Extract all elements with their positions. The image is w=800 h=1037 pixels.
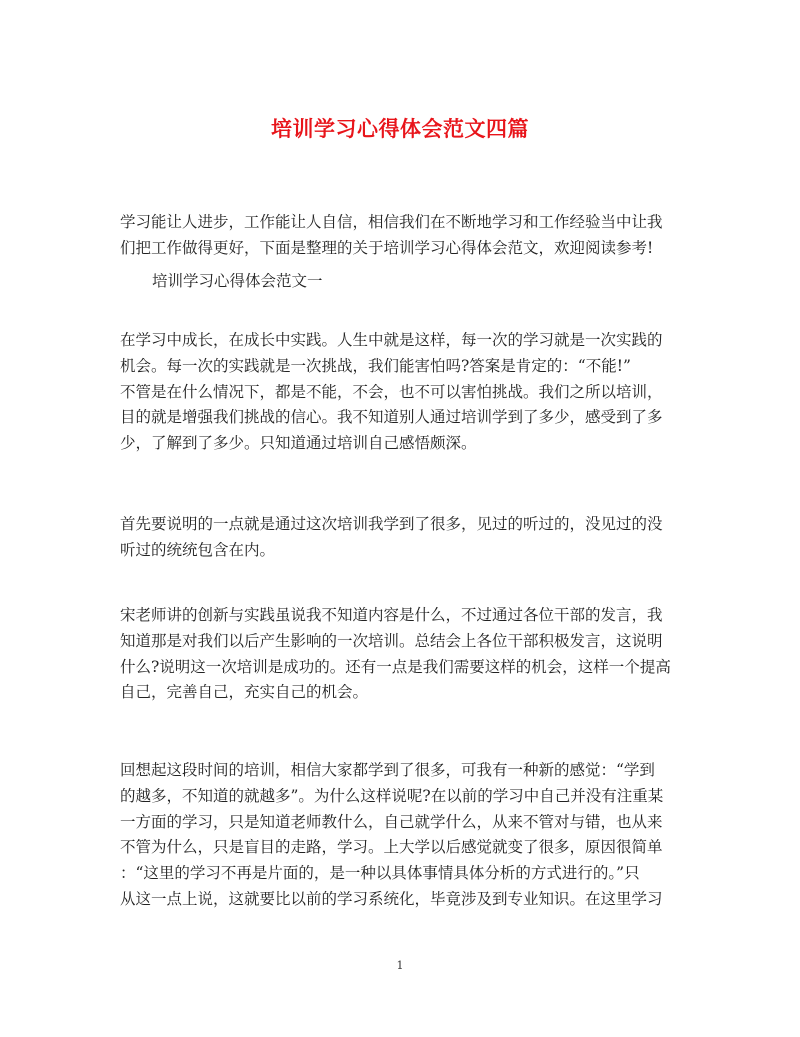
paragraph-1: 在学习中成长，在成长中实践。人生中就是这样，每一次的学习就是一次实践的 机会。每一次的实践就是一次挑战，我们能害怕吗?答案是肯定的：“不能!” 不管是在什么情况下，都是不能，不会，也不可以害怕挑战。我们之所以培训， 目的就是增强我们挑战的信心。我不知道别人通过培训学到了多少，感受到了多 少，了解到了多少。只知道通过培训自己感悟颇深。 <box>120 331 663 453</box>
paragraph-3-container <box>120 603 682 706</box>
intro-paragraph: 学习能让人进步，工作能让人自信，相信我们在不断地学习和工作经验当中让我 们把工作做得更好，下面是整理的关于培训学习心得体会范文，欢迎阅读参考! <box>120 213 663 257</box>
paragraph-3: 宋老师讲的创新与实践虽说我不知道内容是什么，不过通过各位干部的发言，我 知道那是对我们以后产生影响的一次培训。总结会上各位干部积极发言，这说明 什么?说明这一次培训是成功的。还有一点是我们需要这样的机会，这样一个提高 自己，完善自己，充实自己的机会。 <box>120 606 671 702</box>
intro-paragraph-container <box>120 210 682 262</box>
section-heading-1: 培训学习心得体会范文一 <box>152 272 323 290</box>
paragraph-4: 回想起这段时间的培训，相信大家都学到了很多，可我有一种新的感觉：“学到 的越多，不知道的就越多”。为什么这样说呢?在以前的学习中自己并没有注重某 一方面的学习，只是知道老师教什么，自己就学什么，从来不管对与错，也从来 不管为什么，只是盲目的走路，学习。上大学以后感觉就变了很多，原因很简单 ：“这里的学习不再是片面的，是一种以具体事情具体分析的方式进行的。”只 从这一点上说，这就要比以前的学习系统化，毕竟涉及到专业知识。在这里学习 <box>120 761 664 908</box>
paragraph-2-container <box>120 512 682 564</box>
paragraph-4-container <box>120 758 682 913</box>
document-title: 培训学习心得体会范文四篇 <box>271 116 529 141</box>
paragraph-2: 首先要说明的一点就是通过这次培训我学到了很多，见过的听过的，没见过的没 听过的统统包含在内。 <box>120 515 663 559</box>
paragraph-1-container <box>120 328 682 457</box>
page-number: 1 <box>396 959 404 972</box>
section-heading-container <box>120 269 682 295</box>
